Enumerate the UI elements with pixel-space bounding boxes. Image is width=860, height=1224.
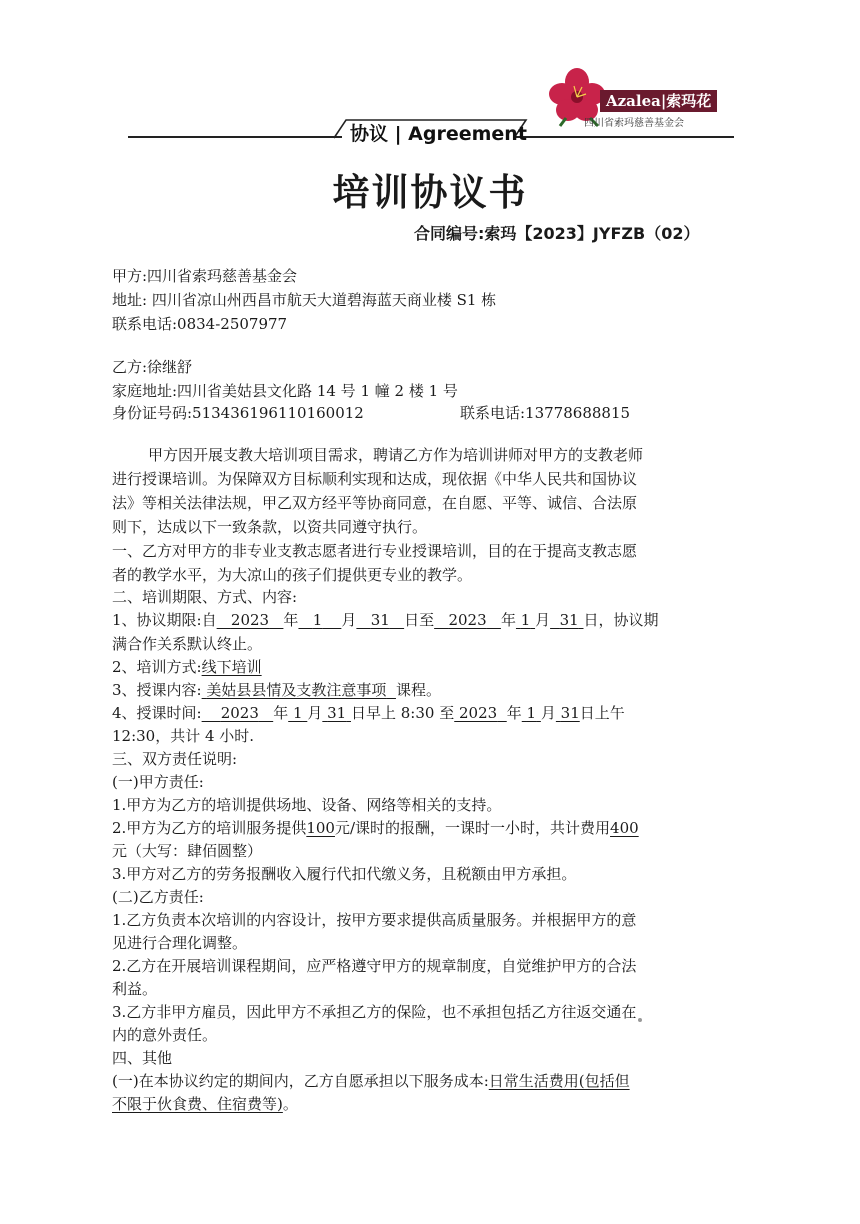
day-to-label: 日至 [404,611,435,629]
party-a-resp-3: 3.甲方对乙方的劳务报酬收入履行代扣代缴义务，且税额由甲方承担。 [112,865,577,883]
section-2-title: 二、培训期限、方式、内容: [112,588,298,606]
party-b-resp-title: (二)乙方责任: [112,888,204,906]
party-a-address: 地址: 四川省凉山州西昌市航天大道碧海蓝天商业楼 S1 栋 [112,291,497,309]
contract-number: 合同编号:索玛【2023】JYFZB（02） [414,224,700,243]
party-b-phone: 联系电话:13778688815 [460,404,631,422]
year-label: 年 [273,704,289,722]
method-prefix: 2、培训方式: [112,658,202,676]
party-b-resp-3: 3.乙方非甲方雇员，因此甲方不承担乙方的保险，也不承担包括乙方往返交通在 [112,1003,637,1021]
content-prefix: 3、授课内容: [112,681,202,699]
party-b-resp-1: 1.乙方负责本次培训的内容设计，按甲方要求提供高质量服务。并根据甲方的意 [112,911,637,929]
period-start-day: 31 [370,611,390,629]
period-prefix: 1、协议期限:自 [112,611,217,629]
method-value: 线下培训 [201,658,262,676]
fee-total: 400 [610,819,639,837]
intro-line: 则下，达成以下一致条款，以资共同遵守执行。 [112,518,428,536]
section-4-title: 四、其他 [112,1049,173,1067]
other-prefix: (一)在本协议约定的期间内，乙方自愿承担以下服务成本: [112,1072,489,1090]
party-b-address: 家庭地址:四川省美姑县文化路 14 号 1 幢 2 楼 1 号 [112,382,458,400]
header-label: 协议 | Agreement [350,123,527,145]
month-label: 月 [540,704,556,722]
party-a-name: 甲方:四川省索玛慈善基金会 [112,267,298,285]
intro-line: 法》等相关法律法规，甲乙双方经平等协商同意，在自愿、平等、诚信、合法原 [112,494,638,512]
period-suffix: 日，协议期 [583,611,659,629]
period-end-day: 31 [559,611,579,629]
section-3-title: 三、双方责任说明: [112,750,238,768]
year-label: 年 [506,704,522,722]
time-start-month: 1 [292,704,303,722]
method-line [112,656,262,678]
time-end-year: 2023 [459,704,498,722]
time-line [112,702,625,724]
other-end: 。 [282,1095,298,1113]
party-b-resp-2: 2.乙方在开展培训课程期间，应严格遵守甲方的规章制度，自觉维护甲方的合法 [112,957,637,975]
month-label: 月 [341,611,357,629]
year-label: 年 [283,611,299,629]
party-a-phone: 联系电话:0834-2507977 [112,315,288,333]
header-rule-left [128,136,342,138]
party-b-id: 身份证号码:513436196110160012 [112,404,364,422]
header-rule-right [514,136,734,138]
time-suffix: 日上午 [579,704,625,722]
month-label: 月 [307,704,323,722]
content-line [112,679,441,701]
party-a-resp-title: (一)甲方责任: [112,773,204,791]
other-value-2: 不限于伙食费、住宿费等) [112,1095,283,1113]
page-title: 培训协议书 [332,171,528,214]
fee-rate: 100 [306,819,335,837]
time-end-day: 31 [560,704,580,722]
time-line-2: 12:30，共计 4 小时. [112,727,255,745]
time-start-day: 31 [327,704,347,722]
logo-org-name: 四川省索玛慈善基金会 [584,118,684,129]
time-prefix: 4、授课时间: [112,704,202,722]
intro-line: 甲方因开展支教大培训项目需求，聘请乙方作为培训讲师对甲方的支教老师 [148,446,644,464]
section-1-line: 一、乙方对甲方的非专业支教志愿者进行专业授课培训，目的在于提高支教志愿 [112,542,638,560]
other-line-2 [112,1093,298,1115]
party-b-name: 乙方:徐继舒 [112,358,193,376]
month-label: 月 [535,611,551,629]
period-line [112,609,659,631]
fee-prefix: 2.甲方为乙方的培训服务提供 [112,819,307,837]
time-mid: 日早上 8:30 至 [350,704,455,722]
fee-mid: 元/课时的报酬，一课时一小时，共计费用 [334,819,611,837]
party-a-resp-2 [112,817,639,839]
party-a-resp-2-line-2: 元（大写：肆佰圆整） [112,842,263,860]
intro-line: 进行授课培训。为保障双方目标顺利实现和达成，现依据《中华人民共和国协议 [112,470,638,488]
scan-speck [638,1018,642,1022]
content-value: 美姑县县情及支教注意事项 [206,681,387,699]
year-label: 年 [500,611,516,629]
party-b-resp-1-line-2: 见进行合理化调整。 [112,934,248,952]
foundation-logo [540,66,720,132]
party-a-resp-1: 1.甲方为乙方的培训提供场地、设备、网络等相关的支持。 [112,796,502,814]
time-start-year: 2023 [220,704,259,722]
other-line [112,1070,630,1092]
party-b-resp-3-line-2: 内的意外责任。 [112,1026,218,1044]
logo-brand: Azalea|索玛花 [600,90,717,112]
section-1-line: 者的教学水平，为大凉山的孩子们提供更专业的教学。 [112,566,473,584]
period-start-year: 2023 [230,611,270,629]
party-b-resp-2-line-2: 利益。 [112,980,158,998]
period-line-2: 满合作关系默认终止。 [112,635,263,653]
other-value-1: 日常生活费用(包括但 [488,1072,630,1090]
period-end-year: 2023 [448,611,487,629]
period-start-month: 1 [312,611,323,629]
content-suffix: 课程。 [395,681,441,699]
period-end-month: 1 [520,611,531,629]
time-end-month: 1 [526,704,537,722]
